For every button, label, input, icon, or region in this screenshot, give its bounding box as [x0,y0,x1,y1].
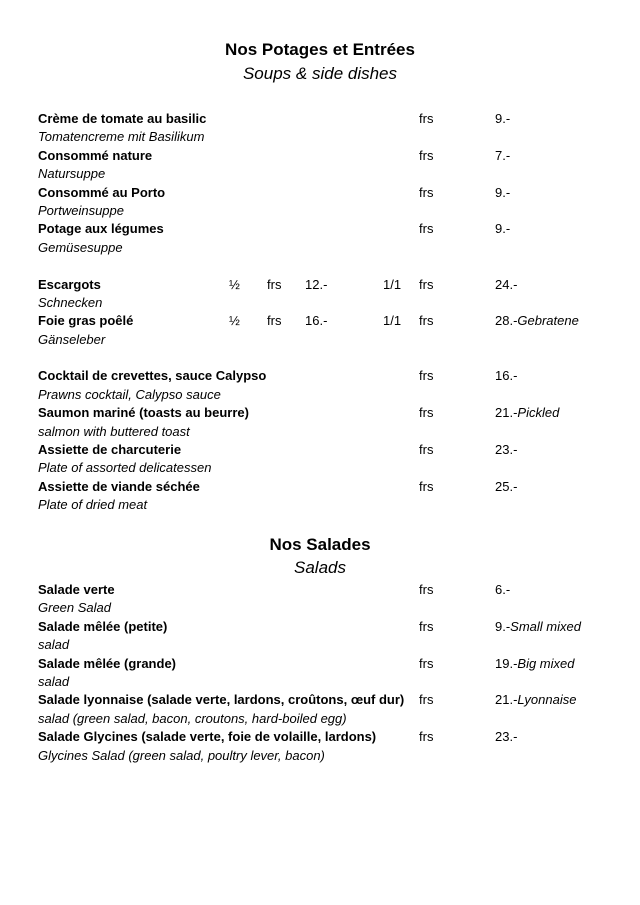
group-spacer [38,257,608,275]
dish-name: Assiette de charcuterie [38,442,182,458]
dish-translation: Portweinsuppe [38,202,124,218]
price-cell [495,367,517,385]
dish-name: Potage aux légumes [38,221,164,237]
dish-translation: Schnecken [38,294,103,310]
price: 21.- [495,405,518,421]
full-portion-label: 1/1 [383,276,402,292]
price: 16.- [495,368,518,384]
currency: frs [419,221,434,237]
menu-item-row [38,147,608,165]
dish-translation: salmon with buttered toast [38,423,190,439]
currency: frs [419,184,434,200]
dish-translation: salad (green salad, bacon, croutons, hard-boiled egg) [38,710,347,726]
section-title-soups: Nos Potages et Entrées [225,40,415,59]
menu-item-row [38,655,608,673]
menu-item-translation-row [38,636,608,654]
dish-name: Salade Glycines (salade verte, foie de volaille, lardons) [38,729,377,745]
dish-translation: Gemüsesuppe [38,239,123,255]
menu-item-translation-row [38,747,608,765]
currency: frs [419,618,434,634]
dish-name: Consommé nature [38,147,153,163]
dish-name: Consommé au Porto [38,184,166,200]
half-price: 12.- [305,276,328,292]
price-suffix-translation: Pickled [517,405,560,421]
menu-item-translation-row [38,165,608,183]
menu-item-row [38,110,608,128]
price: 7.- [495,147,511,163]
menu-item-translation-row [38,459,608,477]
menu-item-translation-row [38,294,608,312]
dish-name: Salade lyonnaise (salade verte, lardons, croûtons, œuf dur) [38,692,405,708]
price: 28.- [495,313,518,329]
menu-item-row [38,312,608,330]
dish-translation: Natursuppe [38,166,106,182]
price: 21.- [495,692,518,708]
menu-item-translation-row [38,239,608,257]
menu-item-row [38,728,608,746]
dish-translation: Glycines Salad (green salad, poultry lever, bacon) [38,747,325,763]
half-currency: frs [267,276,282,292]
dish-translation: Prawns cocktail, Calypso sauce [38,386,221,402]
currency: frs [419,729,434,745]
menu-item-translation-row [38,496,608,514]
price: 25.- [495,478,518,494]
dish-name: Escargots [38,276,101,292]
dish-translation: Green Salad [38,600,111,616]
section-subtitle-salads: Salads [294,558,346,577]
menu-item-translation-row [38,386,608,404]
price-suffix-translation: Small mixed [510,618,581,634]
price-cell [495,618,581,636]
section-title-salads: Nos Salades [269,535,371,554]
price-cell [495,691,576,709]
currency: frs [419,478,434,494]
menu-item-row [38,220,608,238]
dish-translation: Gänseleber [38,331,106,347]
dish-translation: salad [38,637,70,653]
price-cell [495,147,510,165]
currency: frs [419,368,434,384]
half-currency: frs [267,313,282,329]
dish-name: Cocktail de crevettes, sauce Calypso [38,368,267,384]
dish-name: Salade verte [38,582,115,597]
price-cell [495,220,510,238]
price: 9.- [495,184,511,200]
currency: frs [419,111,434,126]
dish-name: Foie gras poêlé [38,313,134,329]
menu-item-row [38,581,608,599]
dish-name: Salade mêlée (petite) [38,618,168,634]
menu-item-row [38,478,608,496]
price: 23.- [495,442,518,458]
menu-item-row [38,618,608,636]
price-cell [495,478,517,496]
price: 6.- [495,582,511,597]
menu-item-row [38,404,608,422]
price: 9.- [495,618,511,634]
price-cell [495,276,517,294]
currency: frs [419,313,434,329]
price-cell [495,728,517,746]
price: 9.- [495,221,511,237]
dish-name: Crème de tomate au basilic [38,111,207,126]
dish-translation: Plate of dried meat [38,497,148,513]
salads-menu-list [38,581,608,765]
price: 23.- [495,729,518,745]
soups-menu-list [38,110,608,515]
price: 24.- [495,276,518,292]
price-cell [495,404,559,422]
currency: frs [419,692,434,708]
price-cell [495,581,510,599]
dish-name: Salade mêlée (grande) [38,655,176,671]
price-cell [495,110,510,128]
menu-item-row [38,367,608,385]
price-suffix-translation: Lyonnaise [517,692,577,708]
menu-item-translation-row [38,423,608,441]
menu-item-row [38,691,608,709]
section-subtitle-soups: Soups & side dishes [242,64,398,83]
price: 9.- [495,111,511,126]
full-portion-label: 1/1 [383,313,402,329]
menu-item-row [38,184,608,202]
dish-name: Assiette de viande séchée [38,478,200,494]
half-portion-label: ½ [229,276,240,292]
price-cell [495,441,517,459]
price-suffix-translation: Big mixed [517,655,575,671]
price-cell [495,184,510,202]
half-price: 16.- [305,313,328,329]
menu-item-row [38,276,608,294]
menu-item-translation-row [38,331,608,349]
half-portion-label: ½ [229,313,240,329]
price-suffix-translation: Gebratene [517,313,579,329]
dish-name: Saumon mariné (toasts au beurre) [38,405,249,421]
currency: frs [419,582,434,597]
dish-translation: Plate of assorted delicatessen [38,460,212,476]
menu-item-translation-row [38,710,608,728]
menu-item-translation-row [38,599,608,617]
price-cell [495,312,579,330]
currency: frs [419,405,434,421]
dish-translation: salad [38,673,70,689]
price-cell [495,655,574,673]
group-spacer [38,349,608,367]
currency: frs [419,655,434,671]
menu-item-row [38,441,608,459]
currency: frs [419,276,434,292]
currency: frs [419,147,434,163]
menu-item-translation-row [38,128,608,146]
menu-item-translation-row [38,673,608,691]
currency: frs [419,442,434,458]
dish-translation: Tomatencreme mit Basilikum [38,129,205,145]
price: 19.- [495,655,518,671]
menu-item-translation-row [38,202,608,220]
